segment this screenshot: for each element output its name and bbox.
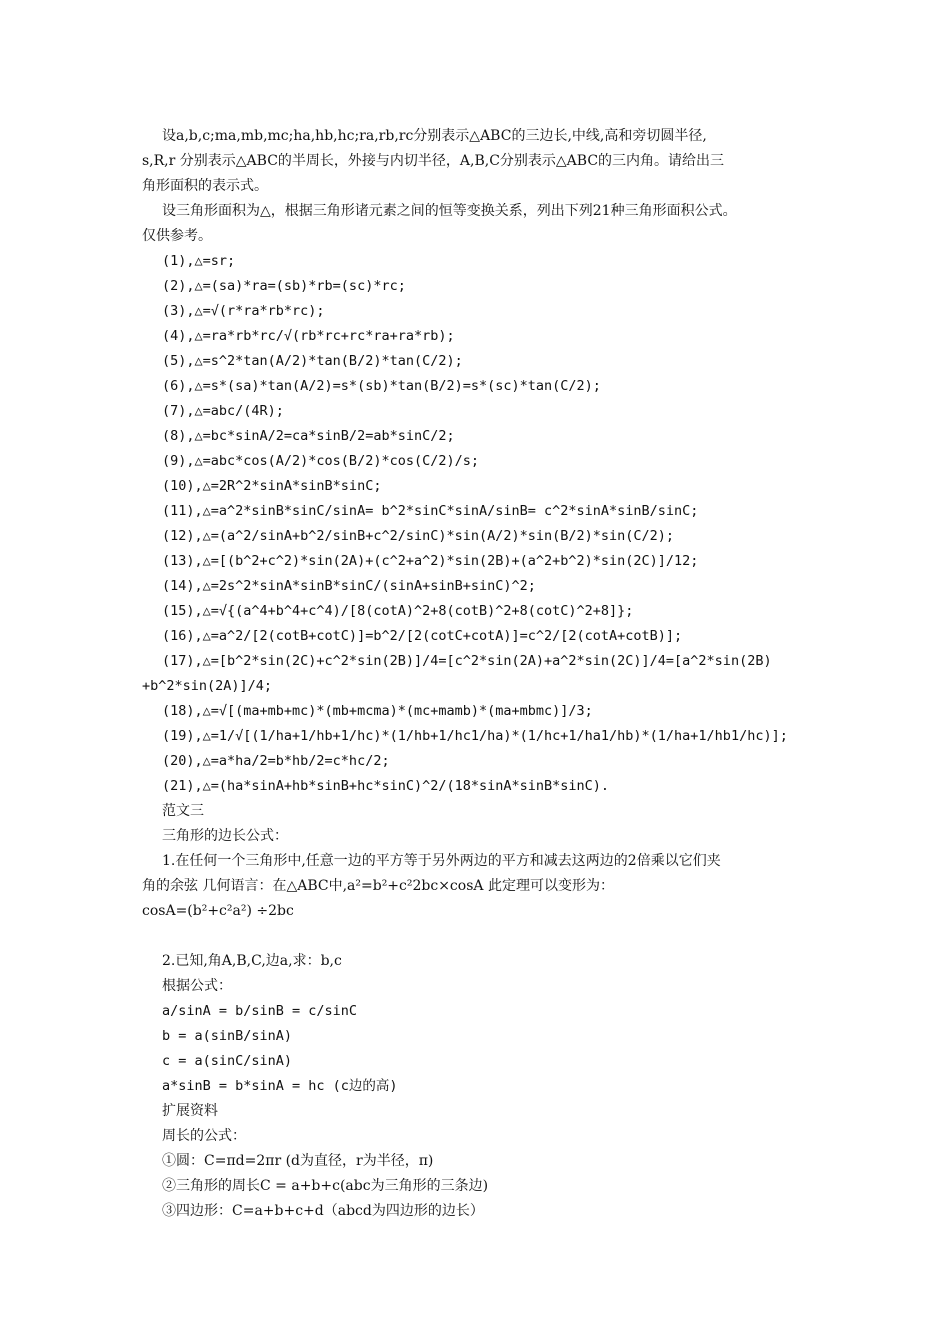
- item2-title: 2.已知,角A,B,C,边a,求：b,c: [162, 953, 342, 969]
- formula-5: (5),△=s^2*tan(A/2)*tan(B/2)*tan(C/2);: [162, 353, 463, 369]
- item1-line-3: cosA=(b²+c²a²) ÷2bc: [142, 903, 294, 919]
- perimeter-title: 周长的公式：: [162, 1128, 246, 1144]
- intro-line-1: 设a,b,c;ma,mb,mc;ha,hb,hc;ra,rb,rc分别表示△ABC的三边长,中线,高和旁切圆半径,: [162, 128, 707, 144]
- perimeter-item-circle: ①圆：C=πd=2πr (d为直径，r为半径，π): [162, 1153, 434, 1169]
- formula-17-continued: +b^2*sin(2A)]/4;: [142, 678, 273, 694]
- formula-21: (21),△=(ha*sinA+hb*sinB+hc*sinC)^2/(18*sinA*sinB*sinC).: [162, 778, 610, 794]
- perimeter-item-quadrilateral: ③四边形：C=a+b+c+d（abcd为四边形的边长）: [162, 1203, 484, 1219]
- lead-line-1: 设三角形面积为△，根据三角形诸元素之间的恒等变换关系，列出下列21种三角形面积公式。: [162, 203, 737, 219]
- formula-4: (4),△=ra*rb*rc/√(rb*rc+rc*ra+ra*rb);: [162, 328, 455, 344]
- formula-17: (17),△=[b^2*sin(2C)+c^2*sin(2B)]/4=[c^2*sin(2A)+a^2*sin(2C)]/4=[a^2*sin(2B): [162, 653, 772, 669]
- formula-20: (20),△=a*ha/2=b*hb/2=c*hc/2;: [162, 753, 390, 769]
- formula-8: (8),△=bc*sinA/2=ca*sinB/2=ab*sinC/2;: [162, 428, 455, 444]
- formula-16: (16),△=a^2/[2(cotB+cotC)]=b^2/[2(cotC+cotA)]=c^2/[2(cotA+cotB)];: [162, 628, 683, 644]
- formula-2: (2),△=(sa)*ra=(sb)*rb=(sc)*rc;: [162, 278, 406, 294]
- formula-6: (6),△=s*(sa)*tan(A/2)=s*(sb)*tan(B/2)=s*(sc)*tan(C/2);: [162, 378, 601, 394]
- perimeter-item-triangle: ②三角形的周长C = a+b+c(abc为三角形的三条边): [162, 1178, 489, 1194]
- lead-line-2: 仅供参考。: [142, 228, 212, 244]
- extension-title: 扩展资料: [162, 1103, 218, 1119]
- formula-7: (7),△=abc/(4R);: [162, 403, 284, 419]
- formula-3: (3),△=√(r*ra*rb*rc);: [162, 303, 325, 319]
- formula-13: (13),△=[(b^2+c^2)*sin(2A)+(c^2+a^2)*sin(2B)+(a^2+b^2)*sin(2C)]/12;: [162, 553, 699, 569]
- side-length-title: 三角形的边长公式：: [162, 828, 288, 844]
- item2-line-5: a*sinB = b*sinA = hc (c边的高): [162, 1078, 398, 1094]
- item1-line-2: 角的余弦 几何语言：在△ABC中,a²=b²+c²2bc×cosA 此定理可以变形为：: [142, 878, 614, 894]
- formula-18: (18),△=√[(ma+mb+mc)*(mb+mcma)*(mc+mamb)*(ma+mbmc)]/3;: [162, 703, 593, 719]
- section-title: 范文三: [162, 803, 204, 819]
- formula-15: (15),△=√{(a^4+b^4+c^4)/[8(cotA)^2+8(cotB)^2+8(cotC)^2+8]};: [162, 603, 634, 619]
- intro-line-3: 角形面积的表示式。: [142, 178, 268, 194]
- formula-1: (1),△=sr;: [162, 253, 236, 269]
- item2-line-3: b = a(sinB/sinA): [162, 1028, 293, 1044]
- formula-11: (11),△=a^2*sinB*sinC/sinA= b^2*sinC*sinA/sinB= c^2*sinA*sinB/sinC;: [162, 503, 699, 519]
- item2-line-4: c = a(sinC/sinA): [162, 1053, 293, 1069]
- formula-10: (10),△=2R^2*sinA*sinB*sinC;: [162, 478, 382, 494]
- formula-12: (12),△=(a^2/sinA+b^2/sinB+c^2/sinC)*sin(A/2)*sin(B/2)*sin(C/2);: [162, 528, 675, 544]
- item1-line-1: 1.在任何一个三角形中,任意一边的平方等于另外两边的平方和减去这两边的2倍乘以它们夹: [162, 853, 721, 869]
- item2-line-2: a/sinA = b/sinB = c/sinC: [162, 1003, 358, 1019]
- formula-19: (19),△=1/√[(1/ha+1/hb+1/hc)*(1/hb+1/hc1/ha)*(1/hc+1/ha1/hb)*(1/ha+1/hb1/hc)];: [162, 728, 788, 744]
- formula-14: (14),△=2s^2*sinA*sinB*sinC/(sinA+sinB+sinC)^2;: [162, 578, 536, 594]
- intro-line-2: s,R,r 分别表示△ABC的半周长，外接与内切半径，A,B,C分别表示△ABC的三内角。请给出三: [142, 153, 725, 169]
- formula-9: (9),△=abc*cos(A/2)*cos(B/2)*cos(C/2)/s;: [162, 453, 479, 469]
- item2-line-1: 根据公式：: [162, 978, 232, 994]
